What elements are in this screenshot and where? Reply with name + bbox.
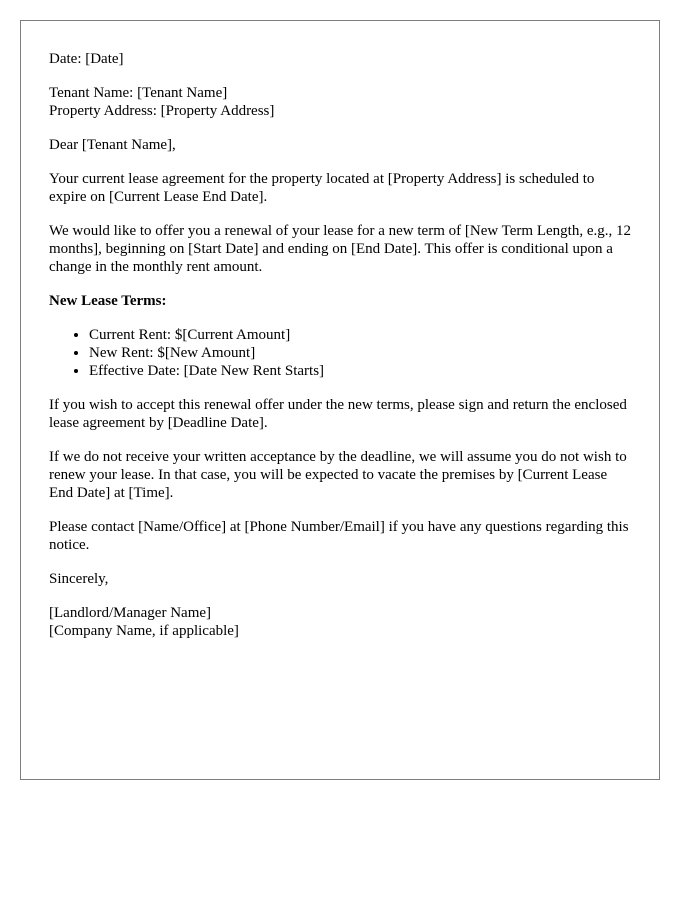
acceptance-paragraph: If you wish to accept this renewal offer under the new terms, please sign and return the enclosed lease agreement by [Deadline Date]. (49, 397, 627, 431)
non-renewal-paragraph: If we do not receive your written acceptance by the deadline, we will assume you do not wish to renew your lease. In that case, you will be expected to vacate the premises by [Current Lease End Date] at [Time]. (49, 449, 627, 501)
salutation: Dear [Tenant Name], (49, 137, 176, 153)
term-current-rent: • Current Rent: $[Current Amount] (89, 326, 631, 344)
letter-document (20, 20, 660, 780)
renewal-offer-paragraph: We would like to offer you a renewal of your lease for a new term of [New Term Length, e.g., 12 months], beginning on [Start Date] and ending on [End Date]. This offer is conditional upon a change in the monthly rent amount. (49, 223, 631, 275)
tenant-info-block (49, 84, 631, 120)
date-line: Date: [Date] (49, 51, 124, 67)
property-address-line: Property Address: [Property Address] (49, 103, 275, 119)
term-effective-date: • Effective Date: [Date New Rent Starts] (89, 362, 631, 380)
signature-company: [Company Name, if applicable] (49, 623, 239, 639)
lease-expiry-paragraph: Your current lease agreement for the property located at [Property Address] is scheduled to expire on [Current Lease End Date]. (49, 171, 595, 205)
new-lease-terms-heading: New Lease Terms: (49, 293, 167, 309)
contact-paragraph: Please contact [Name/Office] at [Phone Number/Email] if you have any questions regarding this notice. (49, 519, 629, 553)
signature-block (49, 604, 631, 640)
closing: Sincerely, (49, 571, 109, 587)
signature-name: [Landlord/Manager Name] (49, 605, 212, 621)
tenant-name-line: Tenant Name: [Tenant Name] (49, 85, 228, 101)
term-new-rent: • New Rent: $[New Amount] (89, 344, 631, 362)
lease-terms-list (49, 326, 631, 380)
